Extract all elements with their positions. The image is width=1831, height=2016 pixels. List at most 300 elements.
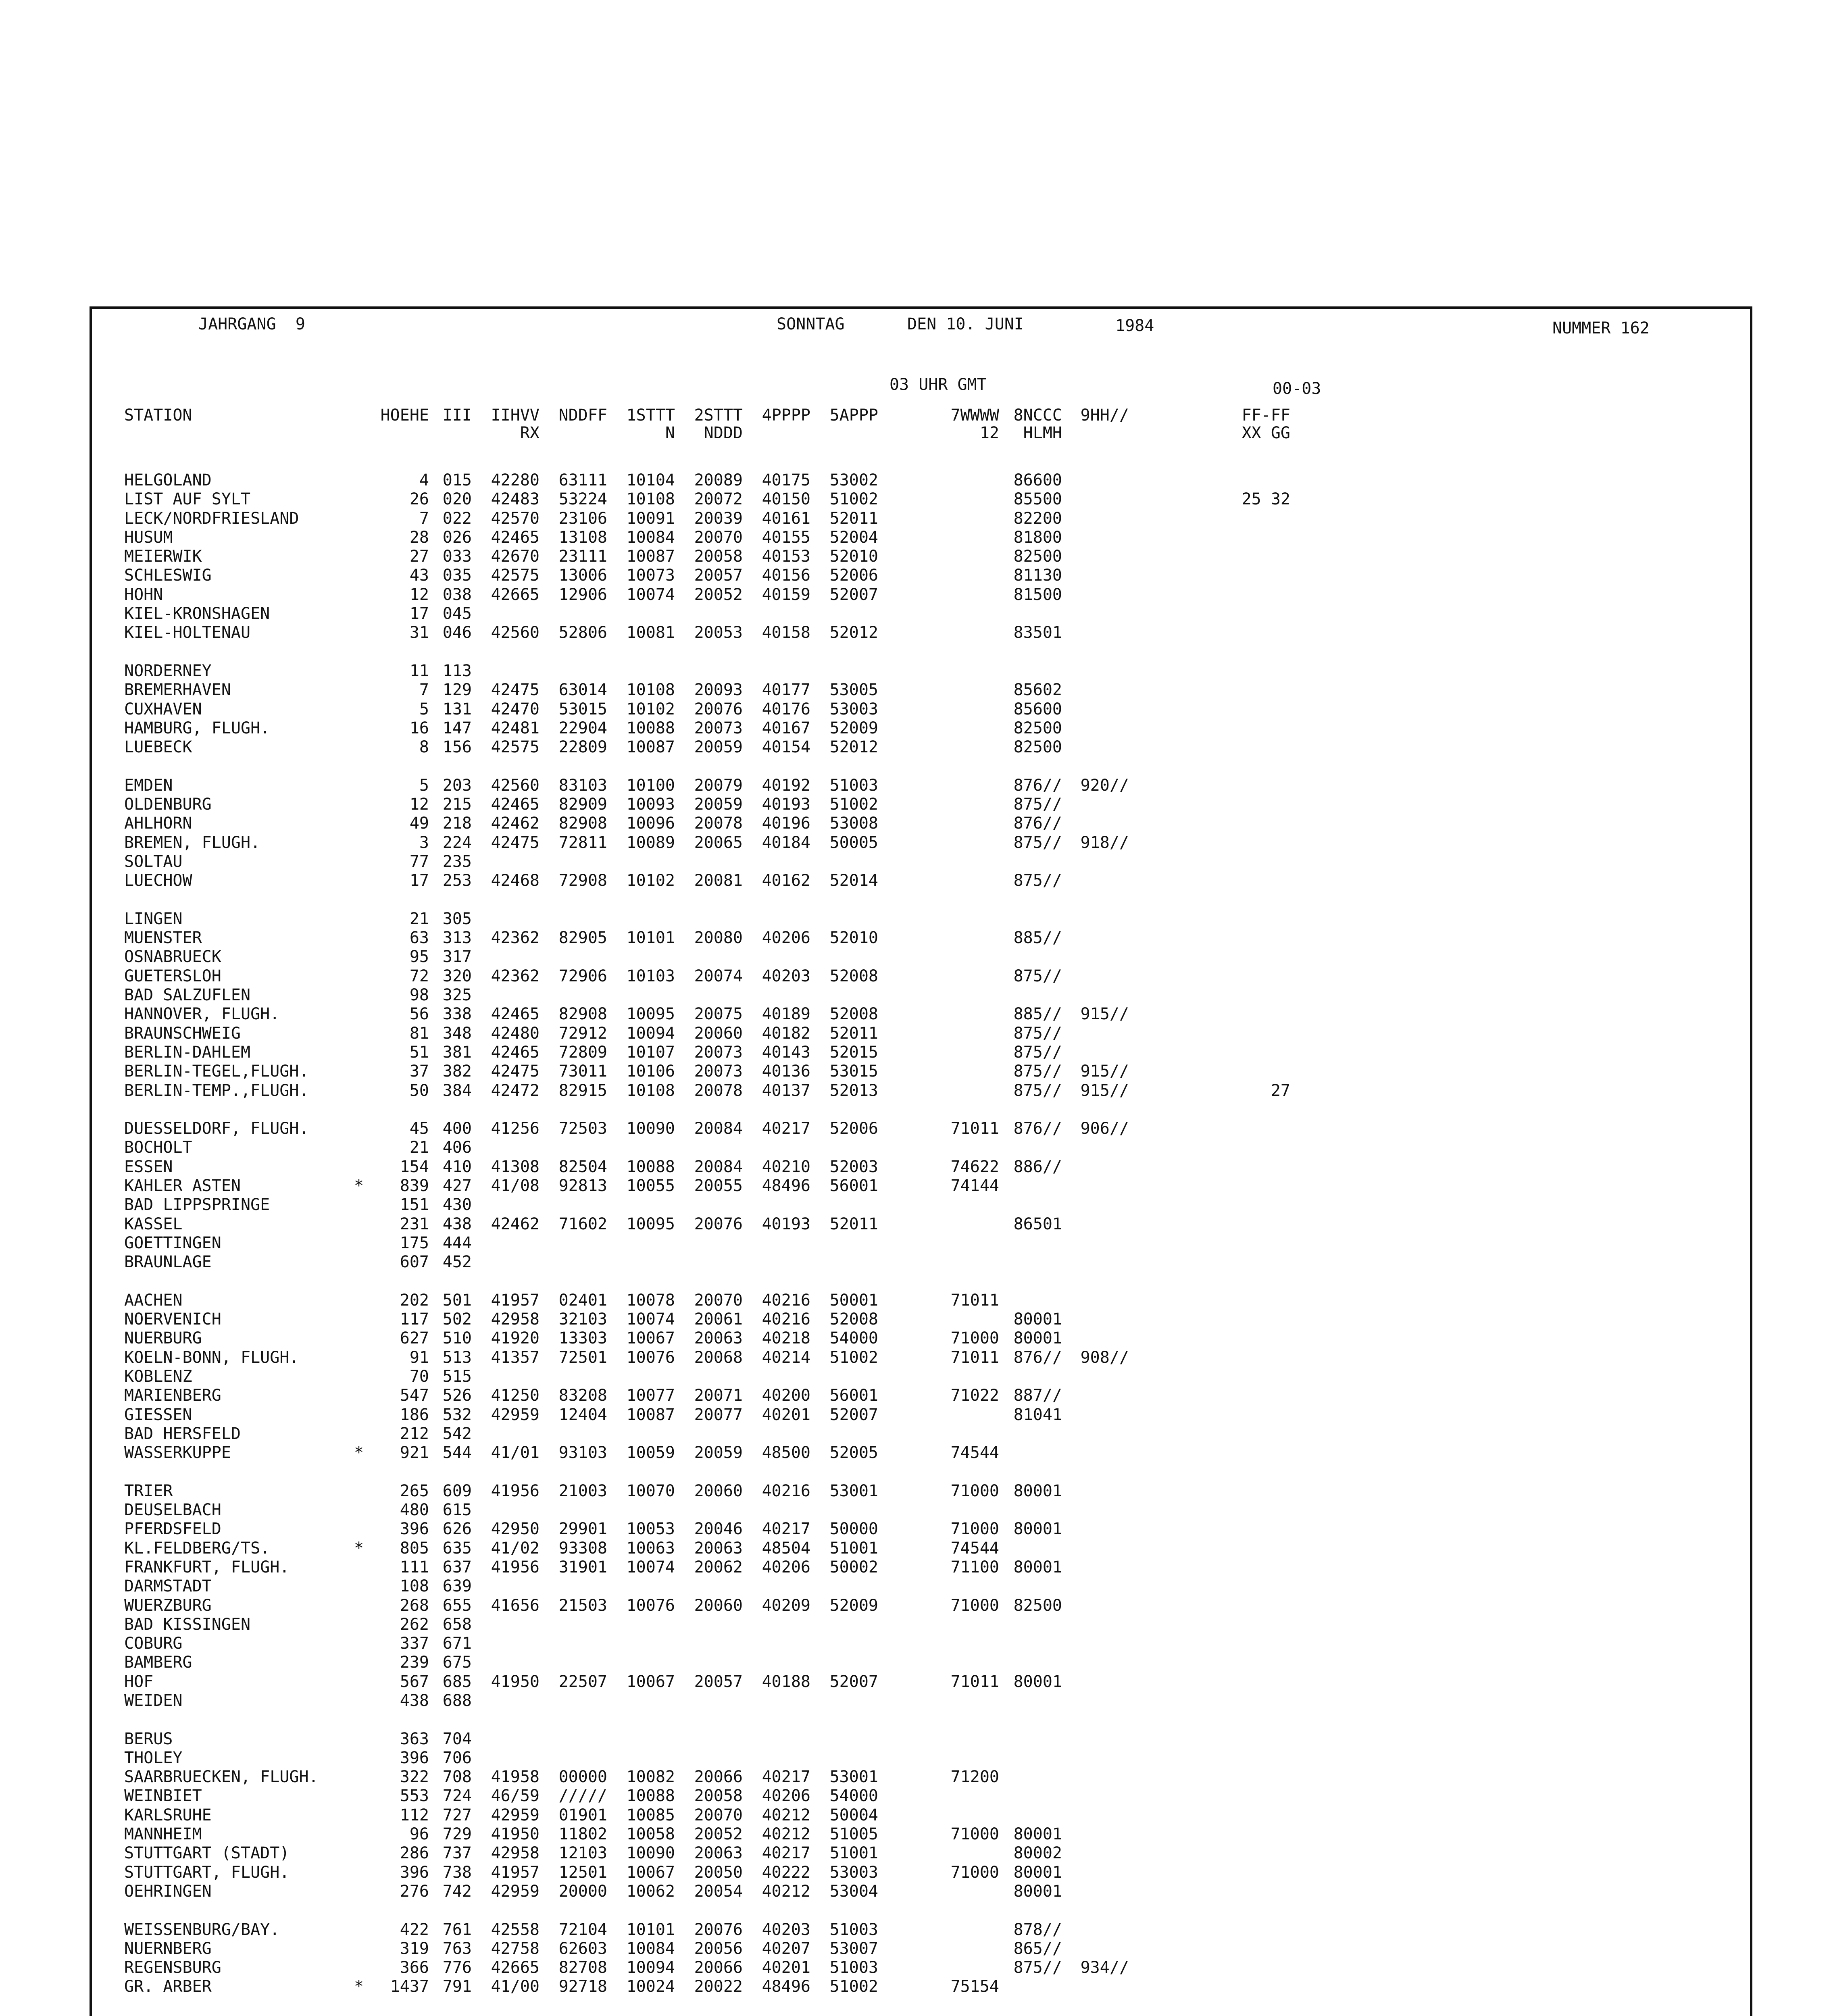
8nccc-cell: 875// (1013, 1024, 1062, 1043)
7wwww-cell (878, 1958, 999, 1977)
9hh-cell (1062, 814, 1129, 833)
4pppp-cell (743, 1138, 810, 1157)
altitude-cell: 438 (400, 1691, 429, 1710)
altitude-cell: 17 (409, 604, 429, 623)
7wwww-cell (878, 1501, 999, 1520)
station-id-cell: 046 (442, 623, 472, 642)
table-row (124, 1806, 1290, 1825)
mountain-mark-cell (354, 738, 378, 757)
mountain-mark-cell (354, 776, 378, 795)
column-header (540, 425, 607, 441)
mountain-mark-cell (354, 986, 378, 1005)
nddff-cell (540, 948, 607, 966)
mountain-mark-cell (354, 1367, 378, 1386)
iihvv-cell: 42560 (491, 776, 540, 795)
9hh-cell (1062, 1768, 1129, 1787)
4pppp-cell: 40176 (762, 700, 810, 719)
iihvv-cell (472, 662, 540, 681)
4pppp-cell: 40156 (762, 566, 810, 585)
station-id-cell: 761 (442, 1920, 472, 1939)
8nccc-cell (999, 1539, 1062, 1558)
station-id-cell: 400 (442, 1119, 472, 1138)
9hh-cell (1062, 1367, 1129, 1386)
station-id-cell: 639 (442, 1577, 472, 1596)
iihvv-cell: 42575 (491, 738, 540, 757)
mountain-mark-cell (354, 1634, 378, 1653)
station-id-cell: 671 (442, 1634, 472, 1653)
4pppp-cell (743, 1577, 810, 1596)
1sttt-cell (607, 1615, 675, 1634)
nddff-cell: 01901 (558, 1806, 607, 1824)
9hh-cell (1062, 1653, 1129, 1672)
9hh-cell (1062, 1215, 1129, 1234)
station-id-cell: 532 (442, 1405, 472, 1424)
altitude-cell: 51 (409, 1043, 429, 1062)
9hh-cell (1062, 1749, 1129, 1768)
8nccc-cell: 878// (1013, 1920, 1062, 1939)
mountain-mark-cell (354, 852, 378, 871)
1sttt-cell: 10070 (626, 1481, 675, 1500)
8nccc-cell (999, 1291, 1062, 1310)
altitude-cell: 396 (400, 1748, 429, 1767)
station-id-cell: 038 (442, 585, 472, 604)
8nccc-cell: 80001 (1013, 1863, 1062, 1882)
table-row (124, 1367, 1290, 1386)
1sttt-cell: 10093 (626, 795, 675, 814)
station-id-cell: 635 (442, 1539, 472, 1558)
station-id-cell: 131 (442, 700, 472, 719)
8nccc-cell: 887// (1013, 1386, 1062, 1405)
nddff-cell: ///// (558, 1787, 607, 1806)
2sttt-cell (675, 1691, 743, 1710)
station-cell: BAD SALZUFLEN (124, 986, 251, 1005)
altitude-cell: 96 (409, 1825, 429, 1844)
1sttt-cell: 10074 (626, 1310, 675, 1329)
altitude-cell: 202 (400, 1291, 429, 1310)
nddff-cell: 82915 (558, 1081, 607, 1100)
iihvv-cell: 42950 (491, 1520, 540, 1539)
station-cell: KASSEL (124, 1214, 183, 1233)
station-id-cell: 626 (442, 1520, 472, 1539)
4pppp-cell: 40184 (762, 833, 810, 852)
1sttt-cell: 10094 (626, 1958, 675, 1977)
9hh-cell: 934// (1080, 1958, 1129, 1977)
ff-ff-cell (1129, 1539, 1290, 1558)
station-id-cell: 776 (442, 1958, 472, 1977)
2sttt-cell: 20062 (694, 1558, 743, 1577)
station-cell: THOLEY (124, 1748, 183, 1767)
7wwww-cell (878, 929, 999, 948)
2sttt-cell (675, 1730, 743, 1749)
4pppp-cell: 40212 (762, 1882, 810, 1901)
4pppp-cell: 40200 (762, 1386, 810, 1405)
2sttt-cell: 20078 (694, 814, 743, 833)
mountain-mark-cell (354, 700, 378, 719)
9hh-cell (1062, 1596, 1129, 1615)
4pppp-cell (743, 1730, 810, 1749)
observation-time: 03 UHR GMT (889, 375, 987, 394)
station-id-cell: 738 (442, 1863, 472, 1882)
8nccc-cell: 886// (1013, 1157, 1062, 1176)
2sttt-cell: 20072 (694, 490, 743, 509)
station-cell: GIESSEN (124, 1405, 192, 1424)
group-spacer (124, 1901, 1290, 1920)
7wwww-cell: 71000 (950, 1596, 999, 1615)
ff-ff-cell (1129, 1177, 1290, 1195)
8nccc-cell: 875// (1013, 1062, 1062, 1081)
1sttt-cell: 10088 (626, 1157, 675, 1176)
column-header: 2STTT (694, 406, 743, 425)
station-cell: DEUSELBACH (124, 1501, 221, 1520)
station-id-cell: 685 (442, 1672, 472, 1691)
4pppp-cell: 40192 (762, 776, 810, 795)
8nccc-cell: 81130 (1013, 566, 1062, 585)
2sttt-cell: 20066 (694, 1768, 743, 1787)
1sttt-cell (607, 1234, 675, 1253)
altitude-cell: 366 (400, 1958, 429, 1977)
station-id-cell: 203 (442, 776, 472, 795)
altitude-cell: 627 (400, 1329, 429, 1348)
5appp-cell: 52007 (829, 1672, 878, 1691)
station-id-cell: 317 (442, 948, 472, 966)
mountain-mark-cell (354, 1081, 378, 1100)
7wwww-cell (878, 1882, 999, 1901)
mountain-mark-cell (354, 1310, 378, 1329)
5appp-cell: 54000 (829, 1787, 878, 1806)
iihvv-cell: 42483 (491, 490, 540, 509)
7wwww-cell: 75154 (950, 1977, 999, 1996)
nddff-cell: 72104 (558, 1920, 607, 1939)
9hh-cell (1062, 1177, 1129, 1195)
table-row (124, 1177, 1290, 1195)
1sttt-cell: 10089 (626, 833, 675, 852)
iihvv-cell: 41920 (491, 1329, 540, 1348)
5appp-cell (810, 1691, 878, 1710)
table-row (124, 681, 1290, 700)
nddff-cell: 13108 (558, 528, 607, 547)
ff-ff-cell (1129, 852, 1290, 871)
2sttt-cell: 20089 (694, 471, 743, 489)
2sttt-cell: 20065 (694, 833, 743, 852)
altitude-cell: 50 (409, 1081, 429, 1100)
5appp-cell (810, 1501, 878, 1520)
station-cell: HANNOVER, FLUGH. (124, 1005, 280, 1024)
mountain-mark-cell (354, 1672, 378, 1691)
station-cell: GR. ARBER (124, 1977, 212, 1996)
2sttt-cell: 20022 (694, 1977, 743, 1996)
station-id-cell: 615 (442, 1501, 472, 1520)
ff-ff-cell (1129, 948, 1290, 966)
iihvv-cell (472, 1367, 540, 1386)
1sttt-cell: 10058 (626, 1825, 675, 1844)
column-header: 9HH// (1080, 406, 1129, 425)
1sttt-cell: 10084 (626, 1939, 675, 1958)
ff-ff-cell (1129, 1215, 1290, 1234)
8nccc-cell: 80001 (1013, 1329, 1062, 1348)
1sttt-cell: 10082 (626, 1768, 675, 1787)
nddff-cell: 22507 (558, 1672, 607, 1691)
column-header: 8NCCC (1013, 406, 1062, 425)
station-cell: LIST AUF SYLT (124, 490, 251, 509)
mountain-mark-cell (354, 814, 378, 833)
issue-number: NUMMER 162 (1552, 319, 1650, 337)
5appp-cell (810, 1653, 878, 1672)
9hh-cell (1062, 585, 1129, 604)
7wwww-cell (878, 1024, 999, 1043)
mountain-mark-cell (354, 1596, 378, 1615)
iihvv-cell: 41956 (491, 1558, 540, 1577)
station-cell: SCHLESWIG (124, 566, 212, 585)
column-header: NDDFF (558, 406, 607, 425)
5appp-cell: 51005 (829, 1825, 878, 1844)
8nccc-cell: 82500 (1013, 547, 1062, 566)
7wwww-cell (878, 1787, 999, 1806)
station-cell: BAD LIPPSPRINGE (124, 1195, 270, 1214)
altitude-cell: 3 (419, 833, 429, 852)
1sttt-cell (607, 1749, 675, 1768)
iihvv-cell: 42480 (491, 1024, 540, 1043)
column-header: N (665, 424, 675, 442)
table-row (124, 871, 1290, 890)
7wwww-cell: 71000 (950, 1825, 999, 1844)
1sttt-cell: 10074 (626, 1558, 675, 1577)
2sttt-cell: 20059 (694, 1443, 743, 1462)
station-id-cell: 382 (442, 1062, 472, 1081)
mountain-mark-cell (354, 1215, 378, 1234)
1sttt-cell (607, 662, 675, 681)
ff-ff-cell (1129, 871, 1290, 890)
2sttt-cell (675, 604, 743, 623)
8nccc-cell (999, 1253, 1062, 1272)
altitude-cell: 4 (419, 471, 429, 489)
1sttt-cell (607, 986, 675, 1005)
column-header: HOEHE (380, 406, 429, 425)
1sttt-cell: 10062 (626, 1882, 675, 1901)
8nccc-cell: 80001 (1013, 1825, 1062, 1844)
mountain-mark-cell (354, 1882, 378, 1901)
2sttt-cell: 20061 (694, 1310, 743, 1329)
ff-ff-cell (1129, 1024, 1290, 1043)
station-id-cell: 384 (442, 1081, 472, 1100)
altitude-cell: 37 (409, 1062, 429, 1081)
4pppp-cell: 40196 (762, 814, 810, 833)
1sttt-cell: 10088 (626, 719, 675, 737)
station-table (124, 471, 1290, 2016)
8nccc-cell: 80001 (1013, 1310, 1062, 1329)
2sttt-cell: 20081 (694, 871, 743, 890)
station-cell: OEHRINGEN (124, 1882, 212, 1901)
iihvv-cell: 41656 (491, 1596, 540, 1615)
ff-ff-cell (1129, 814, 1290, 833)
nddff-cell (540, 910, 607, 929)
5appp-cell: 54000 (829, 1329, 878, 1348)
8nccc-cell (999, 1634, 1062, 1653)
ff-ff-cell (1129, 1425, 1290, 1443)
mountain-mark-cell (354, 623, 378, 642)
station-id-cell: 655 (442, 1596, 472, 1615)
nddff-cell: 23111 (558, 547, 607, 566)
5appp-cell: 53001 (829, 1481, 878, 1500)
4pppp-cell: 40189 (762, 1005, 810, 1024)
mountain-mark-cell (354, 929, 378, 948)
group-spacer (124, 1100, 1290, 1119)
9hh-cell (1062, 738, 1129, 757)
iihvv-cell: 42462 (491, 1214, 540, 1233)
ff-ff-cell (1129, 1787, 1290, 1806)
2sttt-cell: 20052 (694, 585, 743, 604)
station-id-cell: 430 (442, 1195, 472, 1214)
ff-ff-cell (1129, 604, 1290, 623)
iihvv-cell (472, 1634, 540, 1653)
1sttt-cell: 10091 (626, 509, 675, 528)
5appp-cell (810, 1730, 878, 1749)
column-header: HLMH (1023, 424, 1062, 442)
4pppp-cell: 40207 (762, 1939, 810, 1958)
nddff-cell: 21503 (558, 1596, 607, 1615)
altitude-cell: 396 (400, 1520, 429, 1539)
7wwww-cell (878, 490, 999, 509)
4pppp-cell (743, 1634, 810, 1653)
nddff-cell: 22809 (558, 738, 607, 757)
8nccc-cell: 80001 (1013, 1520, 1062, 1539)
4pppp-cell: 40209 (762, 1596, 810, 1615)
table-row (124, 1215, 1290, 1234)
8nccc-cell: 85600 (1013, 700, 1062, 719)
2sttt-cell: 20039 (694, 509, 743, 528)
1sttt-cell: 10096 (626, 814, 675, 833)
1sttt-cell: 10108 (626, 1081, 675, 1100)
altitude-cell: 839 (400, 1176, 429, 1195)
station-id-cell: 215 (442, 795, 472, 814)
station-id-cell: 113 (442, 661, 472, 680)
2sttt-cell: 20063 (694, 1329, 743, 1348)
5appp-cell: 51001 (829, 1539, 878, 1558)
9hh-cell: 915// (1080, 1062, 1129, 1081)
7wwww-cell (878, 1634, 999, 1653)
2sttt-cell: 20075 (694, 1005, 743, 1024)
4pppp-cell (743, 1234, 810, 1253)
1sttt-cell: 10053 (626, 1520, 675, 1539)
8nccc-cell (999, 1195, 1062, 1214)
5appp-cell: 51002 (829, 490, 878, 509)
station-cell: STUTTGART (STADT) (124, 1844, 290, 1863)
table-row (124, 623, 1290, 642)
altitude-cell: 98 (409, 986, 429, 1005)
9hh-cell (1062, 1329, 1129, 1348)
nddff-cell (540, 1691, 607, 1710)
9hh-cell (1062, 566, 1129, 585)
group-spacer (124, 1710, 1290, 1729)
8nccc-cell: 876// (1013, 1119, 1062, 1138)
8nccc-cell: 876// (1013, 814, 1062, 833)
9hh-cell (1062, 1691, 1129, 1710)
station-cell: NOERVENICH (124, 1310, 221, 1329)
table-row (124, 1958, 1290, 1977)
iihvv-cell: 42468 (491, 871, 540, 890)
8nccc-cell: 875// (1013, 1081, 1062, 1100)
nddff-cell: 02401 (558, 1291, 607, 1310)
table-row (124, 1406, 1290, 1425)
8nccc-cell: 875// (1013, 966, 1062, 985)
table-row (124, 1863, 1290, 1882)
4pppp-cell: 40193 (762, 1214, 810, 1233)
mountain-mark-cell (354, 1195, 378, 1214)
mountain-mark-cell (354, 547, 378, 566)
8nccc-cell: 86501 (1013, 1214, 1062, 1233)
5appp-cell: 52010 (829, 547, 878, 566)
group-spacer (124, 643, 1290, 662)
iihvv-cell: 42560 (491, 623, 540, 642)
1sttt-cell (607, 1730, 675, 1749)
mountain-mark-cell (354, 1348, 378, 1367)
2sttt-cell: 20068 (694, 1348, 743, 1367)
1sttt-cell: 10101 (626, 929, 675, 948)
ff-ff-cell (1129, 1406, 1290, 1425)
altitude-cell: 16 (409, 719, 429, 737)
mountain-mark-cell (354, 967, 378, 986)
station-id-cell: 658 (442, 1615, 472, 1634)
9hh-cell (1062, 547, 1129, 566)
8nccc-cell: 885// (1013, 1005, 1062, 1024)
8nccc-cell: 86600 (1013, 471, 1062, 489)
column-header: 5APPP (829, 406, 878, 425)
iihvv-cell: 42575 (491, 566, 540, 585)
altitude-cell: 175 (400, 1233, 429, 1252)
station-id-cell: 609 (442, 1481, 472, 1500)
1sttt-cell: 10076 (626, 1348, 675, 1367)
5appp-cell (810, 1634, 878, 1653)
8nccc-cell: 885// (1013, 929, 1062, 948)
station-cell: HUSUM (124, 528, 173, 547)
ff-ff-cell (1129, 1844, 1290, 1863)
ff-ff-cell (1129, 1520, 1290, 1539)
7wwww-cell (878, 910, 999, 929)
2sttt-cell: 20053 (694, 623, 743, 642)
5appp-cell: 52007 (829, 585, 878, 604)
ff-ff-cell (1129, 795, 1290, 814)
5appp-cell: 50001 (829, 1291, 878, 1310)
ff-ff-cell (1129, 1577, 1290, 1596)
mountain-mark-cell (354, 1691, 378, 1710)
5appp-cell (810, 1234, 878, 1253)
table-row (124, 700, 1290, 719)
1sttt-cell: 10087 (626, 1405, 675, 1424)
station-id-cell: 129 (442, 681, 472, 700)
station-id-cell: 348 (442, 1024, 472, 1043)
station-cell: HELGOLAND (124, 471, 212, 489)
nddff-cell: 32103 (558, 1310, 607, 1329)
4pppp-cell: 40154 (762, 738, 810, 757)
station-id-cell: 325 (442, 986, 472, 1005)
4pppp-cell: 40155 (762, 528, 810, 547)
altitude-cell: 422 (400, 1920, 429, 1939)
table-row (124, 1539, 1290, 1558)
nddff-cell: 62603 (558, 1939, 607, 1958)
9hh-cell (1062, 1730, 1129, 1749)
1sttt-cell: 10081 (626, 623, 675, 642)
1sttt-cell: 10074 (626, 585, 675, 604)
7wwww-cell: 71100 (950, 1558, 999, 1577)
mountain-mark-cell (354, 1806, 378, 1825)
2sttt-cell: 20076 (694, 1214, 743, 1233)
1sttt-cell: 10102 (626, 871, 675, 890)
table-row (124, 1749, 1290, 1768)
5appp-cell: 52008 (829, 966, 878, 985)
7wwww-cell: 71022 (950, 1386, 999, 1405)
4pppp-cell: 40214 (762, 1348, 810, 1367)
7wwww-cell (878, 1081, 999, 1100)
station-id-cell: 637 (442, 1558, 472, 1577)
